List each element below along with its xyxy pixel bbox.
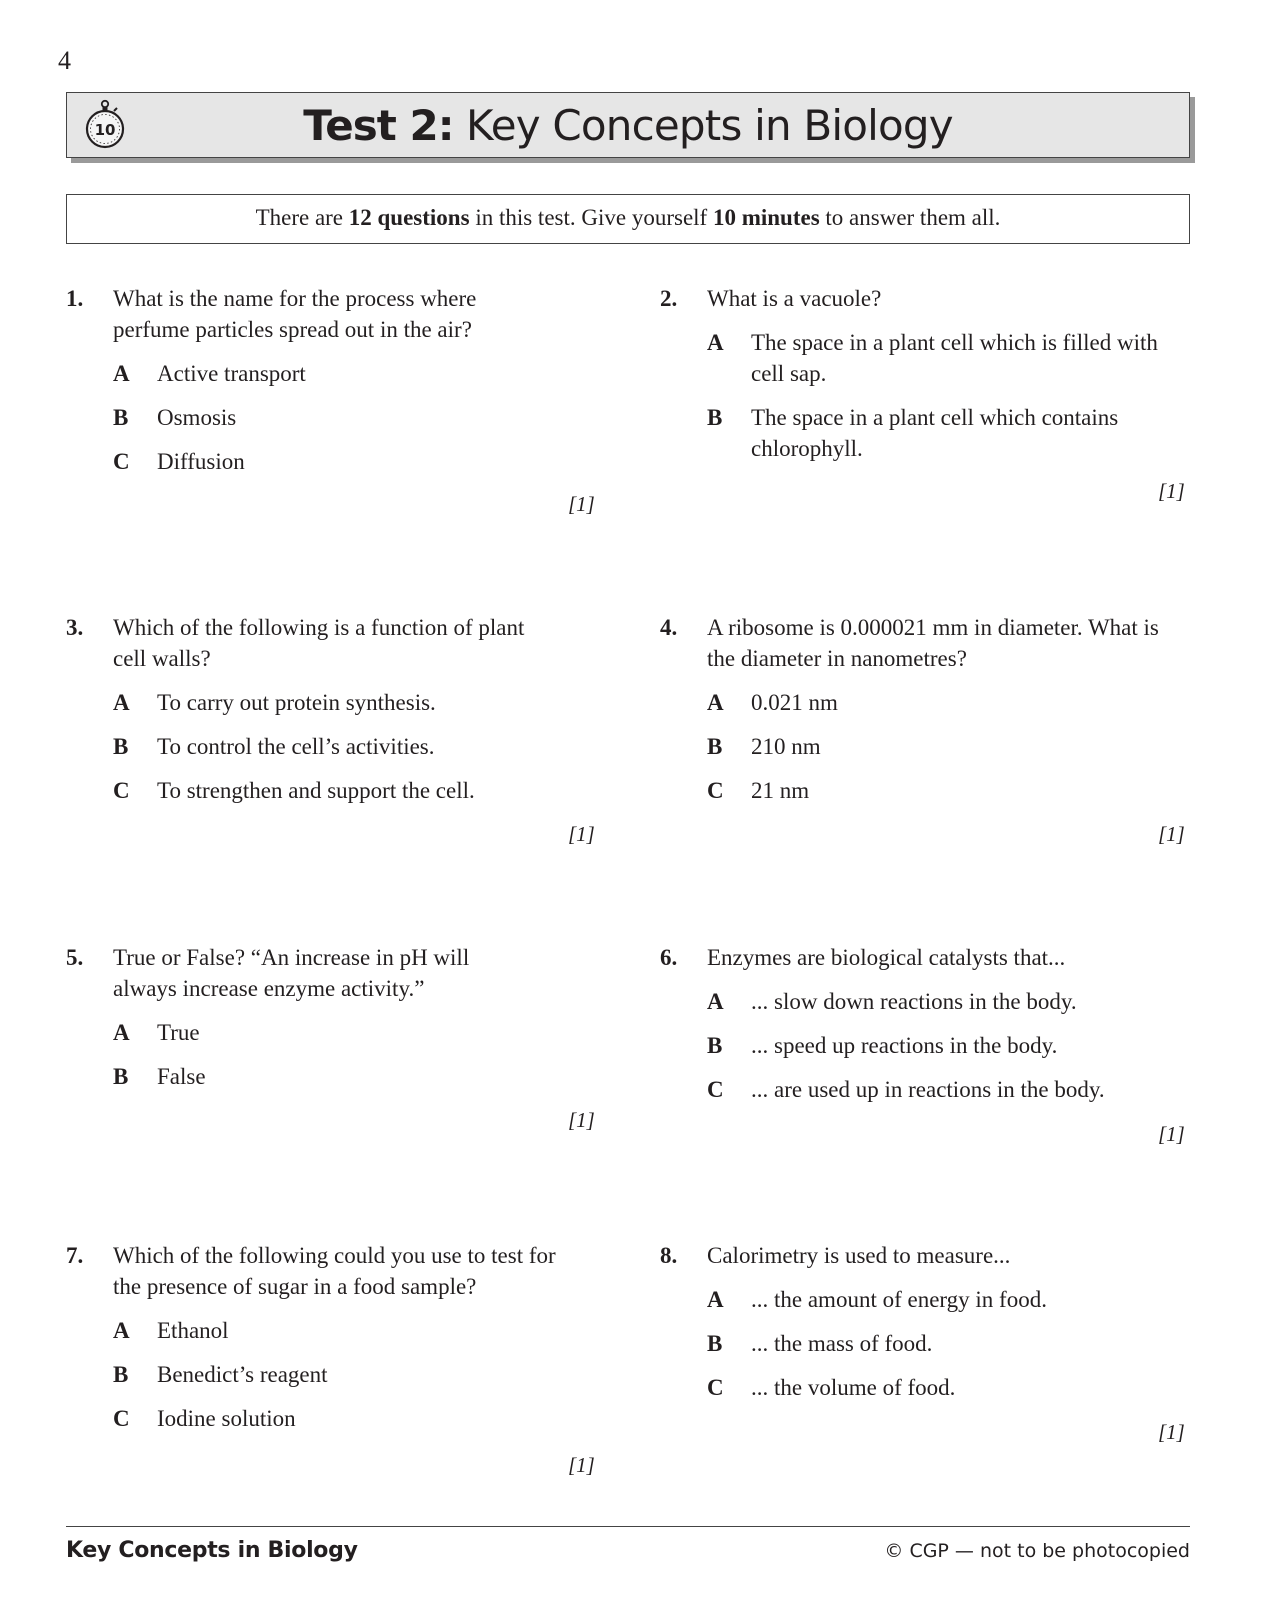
page-title (67, 100, 1189, 151)
title-banner (66, 92, 1190, 158)
footer-divider (66, 1526, 1190, 1527)
question-stem: Which of the following is a function of plant cell walls? (113, 615, 525, 671)
question-6: 6. Enzymes are biological catalysts that... A ... slow down reactions in the body. B ... speed up reactions in the body. C ... are used up in reactions in the body. (660, 942, 1180, 1105)
question-stem: Enzymes are biological catalysts that... (707, 945, 1066, 970)
question-1: 1. What is the name for the process where perfume particles spread out in the air? A Active transport B Osmosis C Diffusion (66, 283, 536, 477)
mark-q6: [1] (1158, 1122, 1185, 1146)
option-b[interactable]: B ... the mass of food. (707, 1331, 933, 1356)
option-c[interactable]: C ... the volume of food. (707, 1375, 956, 1400)
option-a[interactable]: A ... the amount of energy in food. (707, 1287, 1047, 1312)
time-limit: 10 minutes (712, 205, 820, 230)
option-c[interactable]: C 21 nm (707, 778, 810, 803)
option-c[interactable]: C ... are used up in reactions in the body. (707, 1077, 1105, 1102)
question-stem: What is a vacuole? (707, 286, 882, 311)
question-stem: What is the name for the process where perfume particles spread out in the air? (113, 286, 477, 342)
option-b[interactable]: B 210 nm (707, 734, 821, 759)
option-a[interactable]: A The space in a plant cell which is filled with cell sap. (707, 330, 1158, 386)
option-a[interactable]: A 0.021 nm (707, 690, 838, 715)
option-c[interactable]: C Diffusion (113, 449, 245, 474)
option-b[interactable]: B The space in a plant cell which contains chlorophyll. (707, 405, 1119, 461)
question-count: 12 questions (348, 205, 470, 230)
title-bold: Test 2: (303, 101, 454, 150)
option-b[interactable]: B Osmosis (113, 405, 237, 430)
question-2: 2. What is a vacuole? A The space in a plant cell which is filled with cell sap. B The space in a plant cell which contains chlorophyll. (660, 283, 1180, 464)
question-stem: True or False? “An increase in pH will always increase enzyme activity.” (113, 945, 470, 1001)
mark-q7: [1] (568, 1453, 595, 1477)
mark-q1: [1] (568, 492, 595, 516)
footer-section-title: Key Concepts in Biology (66, 1538, 358, 1563)
footer-copyright: © CGP — not to be photocopied (884, 1540, 1190, 1562)
option-a[interactable]: A To carry out protein synthesis. (113, 690, 436, 715)
question-4: 4. A ribosome is 0.000021 mm in diameter. What is the diameter in nanometres? A 0.021 nm B 210 nm C 21 nm (660, 612, 1160, 806)
option-c[interactable]: C To strengthen and support the cell. (113, 778, 475, 803)
question-stem: Which of the following could you use to test for the presence of sugar in a food sample? (113, 1243, 556, 1299)
mark-q4: [1] (1158, 822, 1185, 846)
mark-q5: [1] (568, 1108, 595, 1132)
mark-q8: [1] (1158, 1420, 1185, 1444)
question-3: 3. Which of the following is a function of plant cell walls? A To carry out protein synthesis. B To control the cell’s activities. C To strengthen and support the cell. (66, 612, 536, 806)
option-a[interactable]: A Active transport (113, 361, 306, 386)
option-c[interactable]: C Iodine solution (113, 1406, 296, 1431)
intro-box: There are 12 questions in this test. Give yourself 10 minutes to answer them all. (66, 194, 1190, 244)
question-stem: A ribosome is 0.000021 mm in diameter. What is the diameter in nanometres? (707, 615, 1159, 671)
option-b[interactable]: B To control the cell’s activities. (113, 734, 435, 759)
mark-q2: [1] (1158, 479, 1185, 503)
question-stem: Calorimetry is used to measure... (707, 1243, 1011, 1268)
option-b[interactable]: B ... speed up reactions in the body. (707, 1033, 1058, 1058)
title-rest: Key Concepts in Biology (453, 101, 953, 150)
option-b[interactable]: B Benedict’s reagent (113, 1362, 328, 1387)
page-number: 4 (58, 46, 71, 75)
question-7: 7. Which of the following could you use to test for the presence of sugar in a food sample? A Ethanol B Benedict’s reagent C Iodine solution (66, 1240, 586, 1434)
option-a[interactable]: A True (113, 1020, 200, 1045)
question-8: 8. Calorimetry is used to measure... A ... the amount of energy in food. B ... the mass of food. C ... the volume of food. (660, 1240, 1180, 1403)
mark-q3: [1] (568, 822, 595, 846)
question-5: 5. True or False? “An increase in pH will always increase enzyme activity.” A True B False (66, 942, 536, 1092)
timer-minutes: 10 (94, 121, 116, 139)
option-a[interactable]: A Ethanol (113, 1318, 229, 1343)
option-b[interactable]: B False (113, 1064, 206, 1089)
option-a[interactable]: A ... slow down reactions in the body. (707, 989, 1077, 1014)
